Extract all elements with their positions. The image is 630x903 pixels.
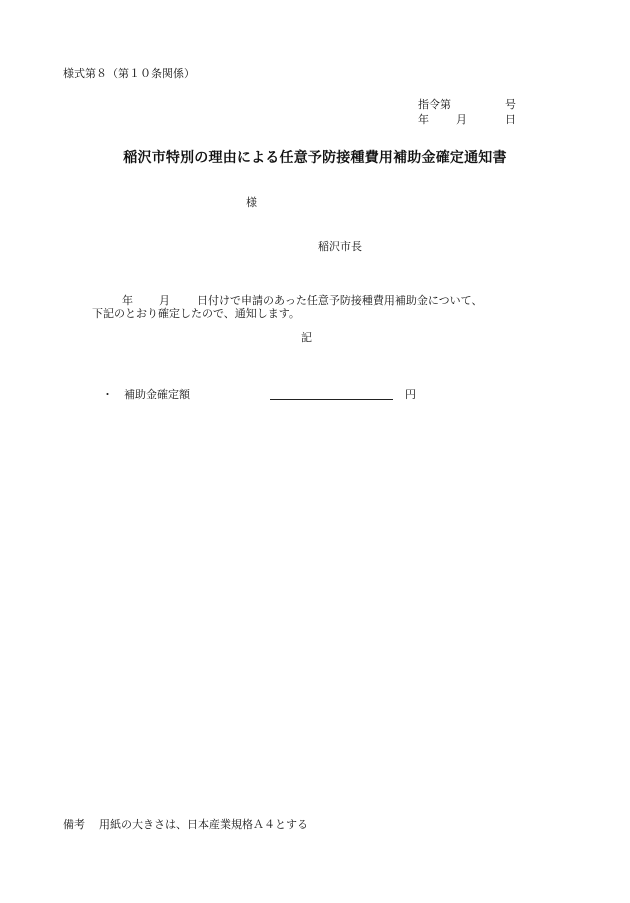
item-bullet: ・ xyxy=(102,388,113,401)
addressee-suffix: 様 xyxy=(246,196,257,209)
issuer-name: 稲沢市長 xyxy=(318,240,362,253)
body-year: 年 xyxy=(122,294,133,307)
body-line-2: 下記のとおり確定したので、通知します。 xyxy=(92,307,300,320)
ki-heading: 記 xyxy=(301,331,312,344)
item-label: 補助金確定額 xyxy=(124,388,190,401)
doc-number-suffix: 号 xyxy=(505,98,516,111)
date-day: 日 xyxy=(505,113,516,126)
doc-number-prefix: 指令第 xyxy=(418,98,451,111)
amount-blank-line xyxy=(270,399,393,400)
date-month: 月 xyxy=(456,113,467,126)
note-text: 用紙の大きさは、日本産業規格Ａ４とする xyxy=(99,818,308,831)
body-line1-text: 日付けで申請のあった任意予防接種費用補助金について、 xyxy=(197,294,483,307)
doc-number xyxy=(418,96,518,110)
date-year: 年 xyxy=(418,113,429,126)
note-label: 備考 xyxy=(63,818,85,831)
document-title: 稲沢市特別の理由による任意予防接種費用補助金確定通知書 xyxy=(123,150,507,166)
item-unit: 円 xyxy=(405,388,416,401)
form-label: 様式第８（第１０条関係） xyxy=(63,67,195,80)
body-month: 月 xyxy=(159,294,170,307)
doc-date xyxy=(418,111,518,125)
